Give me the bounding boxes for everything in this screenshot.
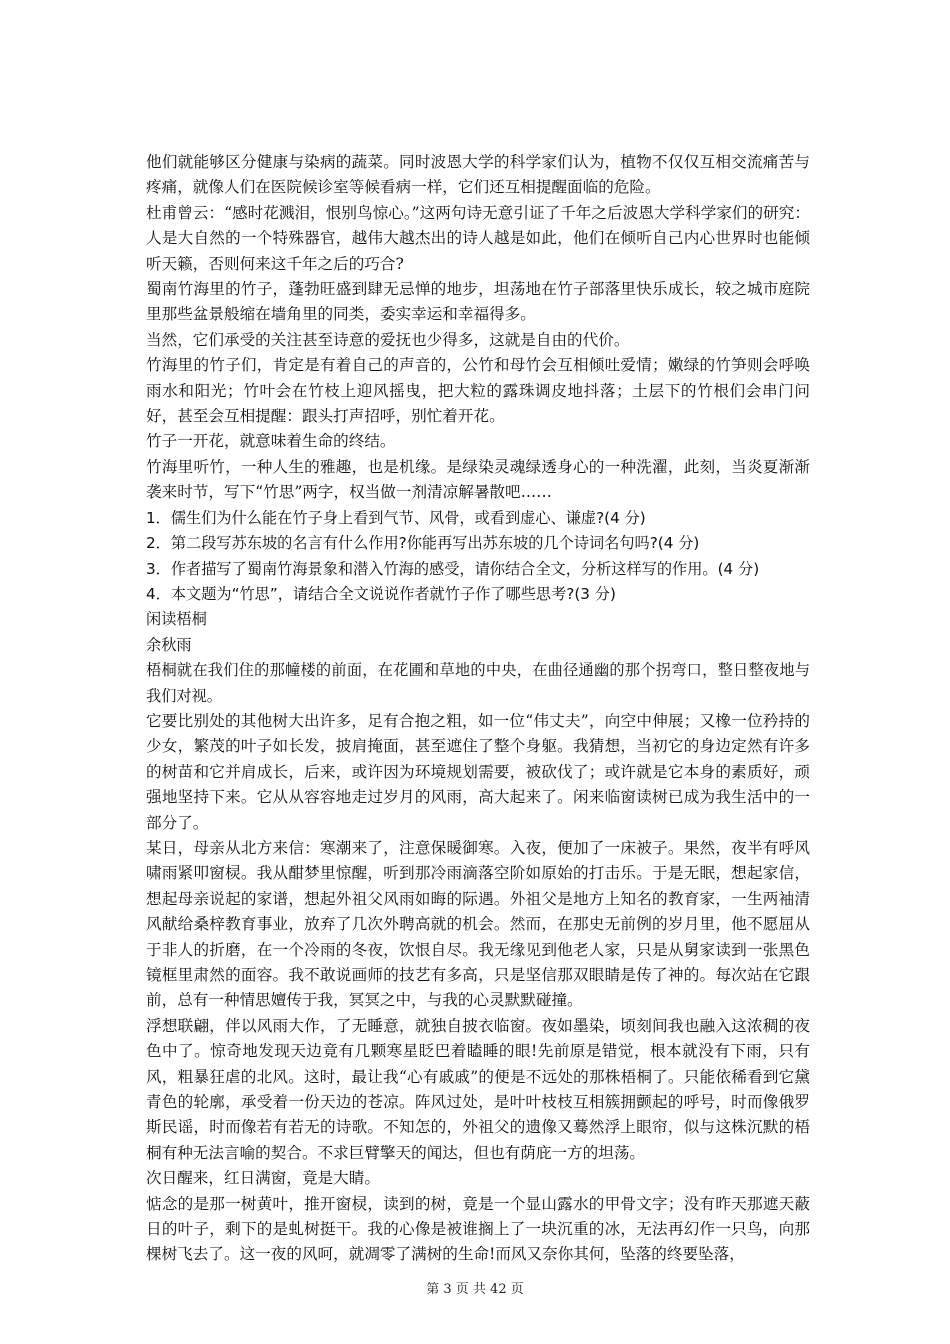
paragraph-6: 竹子一开花，就意味着生命的终结。	[146, 432, 396, 451]
document-body	[146, 150, 810, 1268]
article-author: 余秋雨	[146, 635, 192, 654]
paragraph-4: 当然，它们承受的关注甚至诗意的爱抚也少得多，这就是自由的代价。	[146, 330, 630, 349]
paragraph-10: 某日，母亲从北方来信：寒潮来了，注意保暖御寒。入夜，便加了一床被子。果然，夜半有呼风啸雨紧叩窗棂。我从酣梦里惊醒，听到那冷雨滴落空阶如原始的打击乐。于是无眠，想起家信，想起母亲说起的家谱，想起外祖父风雨如晦的际遇。外祖父是地方上知名的教育家，一生两袖清风献给桑梓教育事业，放弃了几次外聘高就的机会。然而，在那史无前例的岁月里，他不愿屈从于非人的折磨，在一个冷雨的冬夜，饮恨自尽。我无缘见到他老人家，只是从舅家读到一张黑色镜框里肃然的面容。我不敢说画师的技艺有多高，只是坚信那双眼睛是传了神的。每次站在它跟前，总有一种情思嬗传于我，冥冥之中，与我的心灵默默碰撞。	[146, 838, 810, 1010]
paragraph-12: 次日醒来，红日满窗，竟是大睛。	[146, 1169, 380, 1188]
paragraph-1: 他们就能够区分健康与染病的蔬菜。同时波恩大学的科学家们认为，植物不仅仅互相交流痛苦与疼痛，就像人们在医院候诊室等候看病一样，它们还互相提醒面临的危险。	[146, 153, 810, 197]
paragraph-9: 它要比别处的其他树大出许多，足有合抱之粗，如一位“伟丈夫”，向空中伸展；又橡一位矜持的少女，繁茂的叶子如长发，披肩掩面，甚至遮住了整个身躯。我猜想，当初它的身边定然有许多的树苗和它并肩成长，后来，或许因为环境规划需要，被砍伐了；或许就是它本身的素质好，顽强地坚持下来。它从从容容地走过岁月的风雨，高大起来了。闲来临窗读树已成为我生活中的一部分了。	[146, 711, 810, 832]
question-4: 4．本文题为“竹思”，请结合全文说说作者就竹子作了哪些思考?(3 分)	[146, 584, 616, 603]
paragraph-13: 惦念的是那一树黄叶，推开窗棂，读到的树，竟是一个显山露水的甲骨文字；没有昨天那遮天蔽日的叶子，剩下的是虬树挺干。我的心像是被谁搁上了一块沉重的冰，无法再幻作一只鸟，向那棵树飞去了。这一夜的风呵，就凋零了满树的生命!而风又奈你其何，坠落的终要坠落，	[146, 1194, 810, 1264]
question-3: 3．作者描写了蜀南竹海景象和潜入竹海的感受，请你结合全文，分析这样写的作用。(4 分)	[146, 559, 760, 578]
question-2: 2．第二段写苏东坡的名言有什么作用?你能再写出苏东坡的几个诗词名句吗?(4 分)	[146, 534, 700, 553]
paragraph-7: 竹海里听竹，一种人生的雅趣，也是机缘。是绿染灵魂绿透身心的一种洗濯，此刻，当炎夏渐渐袭来时节，写下“竹思”两字，权当做一剂清凉解暑散吧……	[146, 457, 810, 502]
page-footer: 第 3 页 共 42 页	[426, 1282, 524, 1297]
paragraph-3: 蜀南竹海里的竹子，蓬勃旺盛到肆无忌惮的地步，坦荡地在竹子部落里快乐成长，较之城市庭院里那些盆景般缩在墙角里的同类，委实幸运和幸福得多。	[146, 280, 810, 324]
paragraph-2: 杜甫曾云：“感时花溅泪，恨别鸟惊心。”这两句诗无意引证了千年之后波恩大学科学家们的研究：人是大自然的一个特殊器官，越伟大越杰出的诗人越是如此，他们在倾听自己内心世界时也能倾听天籁，否则何来这千年之后的巧合?	[146, 203, 810, 273]
question-1: 1．儒生们为什么能在竹子身上看到气节、风骨，或看到虚心、谦虚?(4 分)	[146, 508, 646, 527]
paragraph-11: 浮想联翩，伴以风雨大作，了无睡意，就独自披衣临窗。夜如墨染，顷刻间我也融入这浓稠的夜色中了。惊奇地发现天边竟有几颗寒星眨巴着瞌睡的眼!先前原是错觉，根本就没有下雨，只有风，粗暴狂虐的北风。这时，最让我“心有戚戚”的便是不远处的那株梧桐了。只能依稀看到它黛青色的轮廓，承受着一份天边的苍凉。阵风过处，是叶叶枝枝互相簇拥颤起的呼号，时而像俄罗斯民谣，时而像若有若无的诗歌。不知怎的，外祖父的遗像又蓦然浮上眼帘，似与这株沉默的梧桐有种无法言喻的契合。不求巨臂擎天的闻达，但也有荫庇一方的坦荡。	[146, 1016, 810, 1162]
paragraph-8: 梧桐就在我们住的那幢楼的前面，在花圃和草地的中央，在曲径通幽的那个拐弯口，整日整夜地与我们对视。	[146, 661, 810, 705]
article-title: 闲读梧桐	[146, 610, 207, 629]
paragraph-5: 竹海里的竹子们，肯定是有着自己的声音的，公竹和母竹会互相倾吐爱情；嫩绿的竹笋则会呼唤雨水和阳光；竹叶会在竹枝上迎风摇曳，把大粒的露珠调皮地抖落；土层下的竹根们会串门问好，甚至会互相提醒：跟头打声招呼，别忙着开花。	[146, 356, 810, 426]
